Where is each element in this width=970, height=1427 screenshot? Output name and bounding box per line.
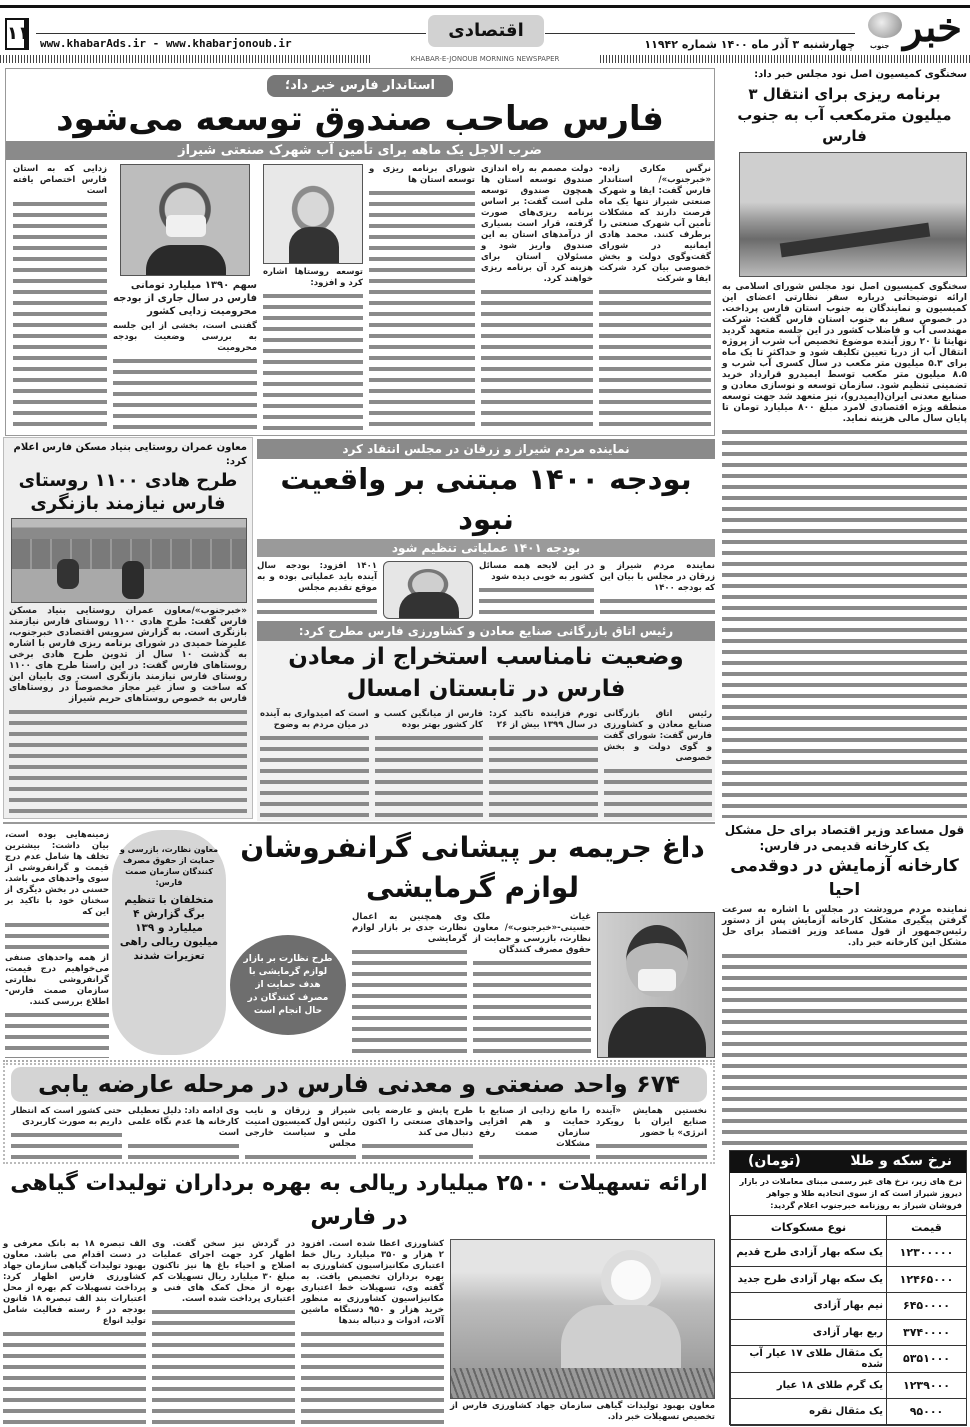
heating-headline: داغ جریمه بر پیشانی گرانفروشان لوازم گرمایشی [240,831,705,904]
mines-col-4: است که امیدواری به آینده در میان مردم به وضوح [260,709,369,818]
rural-headline: طرح هادی ۱۱۰۰ روستای فارس نیازمند بازنگری [18,470,238,514]
col-header-price: قیمت [887,1216,967,1240]
fund-col-4: توسعه روستاها اشاره کرد و افزود: [263,267,363,288]
heating-oval-callout [112,830,226,1055]
date-issue: چهارشنبه ۳ آذر ماه ۱۴۰۰ شماره ۱۱۹۴۲ [644,38,855,51]
official-photo-3 [597,912,715,1058]
coin-title: نرخ سکه و طلا [850,1153,952,1169]
industry-col-4: شیراز و زرقان و نایب رئیس اول کمیسیون امنیت ملی و سیاست خارجی مجلس [245,1106,356,1160]
table-row: یک سکه بهار آزادی طرح قدیم ۱۲۳۰۰۰۰۰ [731,1240,967,1267]
top-rule [0,5,970,8]
mines-article-box [257,621,715,821]
agri-caption: معاون بهبود تولیدات گیاهی سازمان جهاد کشاورزی فارس از تخصیص تسهیلات خبر داد. [450,1401,715,1422]
industry-col-6: حتی کشور است که انتظار داریم به صورت کاربردی [11,1106,122,1160]
agri-headline: ارائه تسهیلات ۲۵۰۰ میلیارد ریالی به بهره برداران تولیدات گیاهی در فارس [10,1171,708,1230]
fund-col-5-group [113,164,257,432]
fund-col-3: شورای برنامه ریزی و توسعه استان ها [369,164,475,432]
coin-price-box [729,1150,967,1425]
water-pipeline-photo [739,152,967,277]
agri-photo-group [450,1239,715,1425]
header-rule-left [36,33,426,34]
budget-subhead: بودجه ۱۴۰۱ عملیاتی تنظیم شود [257,539,715,557]
heating-under-oval: از همه واحدهای صنفی می‌خواهیم درج قیمت، گرانفروشی نظارتی سازمان صمت فارس- اطلاع بررسی کنند. [5,953,109,1007]
table-header-row [731,1216,967,1240]
agri-article [3,1167,715,1425]
rural-article-box [3,437,253,819]
fund-col-4-group [263,164,363,432]
coin-price-table [730,1215,967,1426]
budget-kicker: نماینده مردم شیراز و زرقان در مجلس انتقاد کرد [257,439,715,459]
heating-dark-oval: طرح نظارت بر بازار لوازم گرمایشی با هدف حمایت از مصرف کنندگان در حال انجام است [230,935,346,1035]
col-header-type: نوع مسکوکات [731,1216,887,1240]
mines-col-2: تورم فزاینده تاکید کرد: در سال ۱۳۹۹ بیش از ۲۶ [489,709,598,818]
budget-col-3: ۱۴۰۱ افزود: بودجه سال آینده باید عملیاتی بوده و به موقع تقدیم مجلس [257,561,377,619]
globe-icon [868,12,902,38]
mines-headline: وضعیت نامناسب استخراج از معادن فارس در تابستان امسال [288,644,684,702]
table-row: یک مثقال نقره ۹۵۰۰۰ [731,1399,967,1426]
coin-unit: (تومان) [748,1153,801,1169]
table-row: یک سکه بهار آزادی طرح جدید ۱۲۴۶۵۰۰۰ [731,1266,967,1293]
rural-construction-photo [11,518,247,603]
fund-col-1: نرگس مکاری زاده- «خبرجنوب»/ استاندار فارس گفت: ایفا و شهرک صنعتی شیراز تنها یک ماه فرصت دارند که مشکلات تأمین آب شهرک صنعتی را برطرف کنند. محمد هادی ایمانیه در شورای گفت‌وگوی دولت و بخش خصوصی بیان کرد شرکت ایفا و شرکت [599,164,711,432]
industry-col-5: وی ادامه داد: دلیل تعطیلی کارخانه ها عدم نگاه علمی است [128,1106,239,1160]
official-photo-2 [120,164,250,276]
heating-col-3: زمینه‌هایی بوده است، بیان داشت: بیشترین تخلف ها شامل عدم درج قیمت و گرانفروشی از سوی واحدهای می باشد. حسنی در بخش دیگری از سخنان خود با تاکید بر این که [5,830,109,917]
page-number: ۱۱ [5,18,29,50]
industry-col-3: طرح پایش و عارضه یابی واحدهای صنعتی را اکنون دنبال می کند [362,1106,473,1160]
budget-headline: بودجه ۱۴۰۰ مبتنی بر واقعیت نبود [280,462,692,536]
header-rule-right [545,33,855,34]
factory-article [722,822,967,1145]
official-photo-1 [263,164,363,264]
industry-article-box [3,1063,715,1164]
heating-col-2: وی همچنین به اعمال نظارت جدی بر بازار لوازم گرمایشی [352,912,467,1058]
factory-kicker: قول مساعد وزیر اقتصاد برای حل مشکل یک کارخانه قدیمی در فارس: [724,823,965,853]
fund-col-6: زدایی که به استان فارس اختصاص یافته است [13,164,107,432]
table-row: یک مثقال طلای ۱۷ عیار آب شده ۵۳۵۱۰۰۰ [731,1346,967,1373]
oval-title: متخلفان با تنظیم برگ گزارش ۴ میلیارد و ۱۳۹ میلیون ریالی راهی تعزیرات شدند [119,894,219,962]
farmer-photo [450,1239,715,1399]
agri-col-3: الف تبصره ۱۸ به بانک معرفی و در دست اقدام می باشد. معاون بهبود تولیدات گیاهی سازمان جهاد کشاورزی فارس اظهار کرد: پرداخت تسهیلات کم بهره از محل اعتبارات بند الف تبصره ۱۸ قانون بودجه در ۶ رسته فعالیت شامل تولید انواع [3,1239,146,1425]
agri-col-1: کشاورزی اعطا شده است. افزود ۲ هزار و ۳۵۰ میلیارد ریال خط اعتباری مکانیزاسیون کشاورزی به بهره برداران تخصیص یافت. به گفته وی، تسهیلات خط اعتباری مکانیزاسیون کشاورزی به منظور خرید هزار و ۹۵۰ دستگاه ماشین آلات، ادوات و دنباله بندها [301,1239,444,1425]
agri-col-2: در گردش نیز سخن گفت. وی اظهار کرد جهت اجرای عملیات اصلاح و احیاء باغ ها نیز تاکنون مبلغ ۳۰ میلیارد ریال تسهیلات کم بهره از محل کمک های فنی و اعتباری پرداخت شده است. [152,1239,295,1425]
fund-subhead: ضرب الاجل یک ماهه برای تأمین آب شهرک صنعتی شیراز [6,141,714,160]
oval-kicker: معاون نظارت، بازرسی و حمایت از حقوق مصرف کنندگان سازمان صمت فارس: [119,845,219,887]
industry-headline: ۶۷۴ واحد صنعتی و معدنی فارس در مرحله عارضه یابی [11,1067,707,1102]
table-row: یک گرم طلای ۱۸ عیار ۱۲۳۹۰۰۰ [731,1372,967,1399]
heating-left-column [5,830,109,1058]
fund-article-frame [5,68,715,436]
industry-col-2: را مانع زدایی از صنایع با حمایت و هم افزایی سازمان صمت رفع مشکلات [479,1106,590,1160]
heating-article [230,828,715,1058]
coin-box-header [730,1151,966,1173]
industry-col-1: نخستین همایش «آینده صنایع ایران با رویکرد انرژی» با حضور [596,1106,707,1160]
mines-col-1: رئیس اتاق بازرگانی صنایع معادن و کشاورزی فارس گفت: شورای گفت و گوی دولت و بخش خصوصی [604,709,713,818]
table-row: نیم بهار آزادی ۶۴۵۰۰۰۰ [731,1293,967,1320]
heating-col-1: غیاث ملک حسینی-«خبرجنوب»/ معاون نظارت، بازرسی و حمایت از حقوق مصرف کنندگان [473,912,591,1058]
fund-kicker: استاندار فارس خبر داد؛ [267,75,453,97]
logo-sub: جنوب [870,42,890,50]
rural-body: «خبرجنوب»/معاون عمران روستایی بنیاد مسکن فارس گفت: طرح هادی ۱۱۰۰ روستای فارس نیازمند بازنگری است. به گزارش سرویس اقتصادی خبرجنوب، علیرضا حمیدی در شورای برنامه ریزی فارس با اشاره به گذشت ۱۰ سال از تدوین طرح هادی برخی روستاهای فارس گفت: در این راستا طرح های ۱۱۰۰ روستای فارس نیازمند بازنگری است. وی بابیان این که ساخت و ساز غیر مجاز مخصوصاً در روستاهای فارس به خصوص روستاهای حریم شیراز [9,606,247,815]
rural-kicker: معاون عمران روستایی بنیاد مسکن فارس اعلام کرد: [13,442,247,467]
divider [3,822,715,824]
fund-col-5: گفتنی است، بخشی از این جلسه به بررسی وضعیت بودجه محرومیت [113,321,257,353]
water-kicker: سخنگوی کمیسیون اصل نود مجلس خبر داد: [754,69,967,80]
budget-col-1: نماینده مردم شیراز و زرقان در مجلس با بیان این که بودجه ۱۴۰۰ [600,561,715,619]
logo-text: خبر [903,4,962,51]
mines-kicker: رئیس اتاق بازرگانی صنایع معادن و کشاورزی فارس مطرح کرد: [257,621,715,641]
section-tab[interactable]: اقتصادی [428,15,544,47]
factory-body: نماینده مردم مرودشت در مجلس با اشاره به سرعت گرفتن پیگیری مشکل کارخانه آزمایش پس از دستور رئیس‌جمهور از قول مساعد وزیر اقتصاد برای حل مشکل این کارخانه خبر داد. [722,905,967,1145]
factory-headline: کارخانه آزمایش در دوقدمی احیا [730,856,959,900]
newspaper-logo [860,4,966,55]
fund-col-2: دولت مصمم به راه اندازی صندوق توسعه استان ها همچون صندوق توسعه ملی است گفت: بر اساس برنامه ریزی‌های صورت گرفته، قرار است بسیاری از درآمدهای استان به این صندوق واریز شود و مسئولان استان برای هزینه کرد آن برنامه ریزی خواهند کرد. [481,164,593,432]
fund-caption: سهم ۱۳۹۰ میلیارد تومانی فارس در سال جاری از بودجه محرومیت زدایی کشور [113,280,257,317]
website-urls[interactable]: www.khabarAds.ir - www.khabarjonoub.ir [40,37,292,50]
water-headline: برنامه ریزی برای انتقال ۳ میلیون مترمکعب آب به جنوب فارس [737,85,952,145]
fund-headline: فارس صاحب صندوق توسعه می‌شود [56,99,664,139]
budget-article [257,439,715,619]
strip-label: KHABAR-E-JONOUB MORNING NEWSPAPER [370,55,600,63]
mp-photo [383,561,473,619]
water-body: سخنگوی کمیسیون اصل نود مجلس شورای اسلامی به ارائه توضیحاتی درباره سفر نظارتی اعضای این کمیسیون و نمایندگان به جنوب استان فارس پرداخت. در خصوص سفر به جنوب استان فارس گفت: شرکت مهندسی آب و فاضلاب کشور در این جلسه متعهد گردید نهایتا تا ۲۰ روز آینده موضوع تخصیص آب شرب از پروژه انتقال آب از دریا تعیین تکلیف شود و حداکثر تا یک ماه برای ۵.۳ میلیون متر مکعب در سال کسری آب شرب و ۸.۵ میلیون متر مکعب توسط ایمیدرو قرارداد خرید تضمینی تنظیم شود. سازمان توسعه و نوسازی معادن و صنایع معدنی ایران(ایمیدرو)، نیز متعهد شد جهت توسعه منطقه ویژه اقتصادی لامرد مبلغ ۸۰۰ میلیارد تومان تا پایان سال مالی هزینه نماید. [722,282,967,818]
water-article [722,68,967,818]
dotted-divider [3,1060,715,1062]
budget-col-2: در این لایحه همه مسائل کشور به خوبی دیده شود [479,561,594,619]
coin-note: نرخ های زیر، نرخ های غیر رسمی مبنای معاملات در بازار دیروز شیراز است که از سوی اتحادیه طلا و جواهر فروشان شیراز به روزنامه خبرجنوب اعلام گردید: [739,1177,962,1210]
table-row: ربع بهار آزادی ۳۷۴۰۰۰۰ [731,1319,967,1346]
mines-col-3: فارس از میانگین کسب و کار کشور بهتر بوده [375,709,484,818]
